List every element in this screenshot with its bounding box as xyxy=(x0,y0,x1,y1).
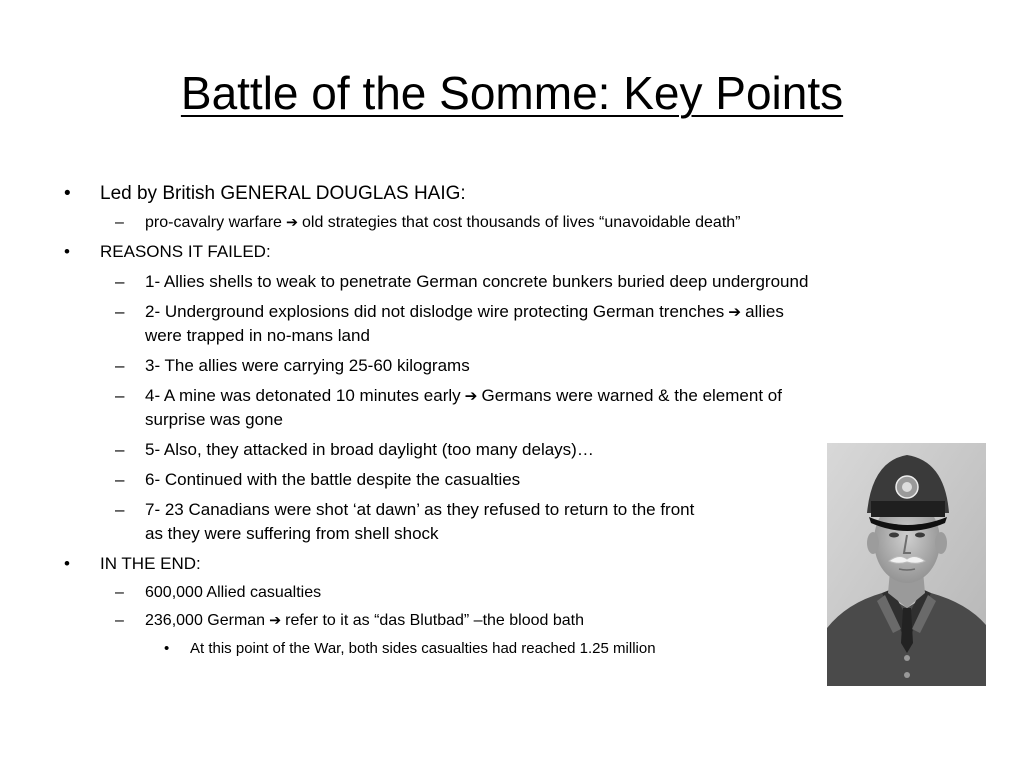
reason-2-continued xyxy=(60,324,980,348)
sub-bullet-cavalry xyxy=(60,212,980,234)
reason-1 xyxy=(60,270,980,294)
reason-4-continued xyxy=(60,408,980,432)
reason-4 xyxy=(60,384,980,408)
dash-marker: – xyxy=(115,302,125,321)
bullet-led-by-text: Led by British GENERAL DOUGLAS HAIG: xyxy=(100,183,466,204)
cavalry-text-after: old strategies that cost thousands of lives “unavoidable death” xyxy=(302,214,741,231)
reason-2-text-line2: were trapped in no-mans land xyxy=(145,326,370,345)
portrait-illustration xyxy=(827,443,986,686)
slide-title xyxy=(0,62,1024,124)
dash-marker: – xyxy=(115,386,125,405)
dash-marker: – xyxy=(115,214,124,231)
bullet-marker: • xyxy=(64,183,71,204)
reason-2-text-after: allies xyxy=(745,302,784,321)
reason-7-text-line1: 7- 23 Canadians were shot ‘at dawn’ as they refused to return to the front xyxy=(145,500,695,519)
reason-4-text-line2: surprise was gone xyxy=(145,410,283,429)
dash-marker: – xyxy=(115,612,124,629)
arrow-right-icon: ➔ xyxy=(269,613,282,629)
reason-3-text: 3- The allies were carrying 25-60 kilograms xyxy=(145,356,470,375)
bullet-marker: • xyxy=(64,554,70,573)
reason-4-text-after: Germans were warned & the element of xyxy=(481,386,782,405)
total-text: At this point of the War, both sides casualties had reached 1.25 million xyxy=(190,640,656,657)
allied-text: 600,000 Allied casualties xyxy=(145,584,322,601)
dash-marker: – xyxy=(115,440,125,459)
general-portrait-photo xyxy=(827,443,986,686)
bullet-marker: • xyxy=(64,242,70,261)
slide-title-text: Battle of the Somme: Key Points xyxy=(180,67,844,119)
german-text-before: 236,000 German xyxy=(145,612,266,629)
reason-3 xyxy=(60,354,980,378)
reason-7-text-line2: as they were suffering from shell shock xyxy=(145,524,439,543)
dash-marker: – xyxy=(115,500,125,519)
arrow-right-icon: ➔ xyxy=(464,387,478,405)
arrow-right-icon: ➔ xyxy=(728,303,742,321)
dash-marker: – xyxy=(115,272,125,291)
dash-marker: – xyxy=(115,356,125,375)
reason-5-text: 5- Also, they attacked in broad daylight (too many delays)… xyxy=(145,440,594,459)
cavalry-text-before: pro-cavalry warfare xyxy=(145,214,282,231)
reason-2 xyxy=(60,300,980,324)
reason-4-text-before: 4- A mine was detonated 10 minutes early xyxy=(145,386,461,405)
bullet-reasons xyxy=(60,240,980,264)
bullet-led-by xyxy=(60,182,980,206)
bullet-in-the-end-text: IN THE END: xyxy=(100,554,201,573)
reason-2-text-before: 2- Underground explosions did not dislodge wire protecting German trenches xyxy=(145,302,725,321)
dash-marker: – xyxy=(115,584,124,601)
german-text-after: refer to it as “das Blutbad” –the blood bath xyxy=(285,612,584,629)
reason-6-text: 6- Continued with the battle despite the casualties xyxy=(145,470,521,489)
bullet-marker: • xyxy=(164,640,170,657)
bullet-reasons-text: REASONS IT FAILED: xyxy=(100,242,271,261)
arrow-right-icon: ➔ xyxy=(285,215,298,231)
reason-1-text: 1- Allies shells to weak to penetrate German concrete bunkers buried deep underground xyxy=(145,272,809,291)
dash-marker: – xyxy=(115,470,125,489)
